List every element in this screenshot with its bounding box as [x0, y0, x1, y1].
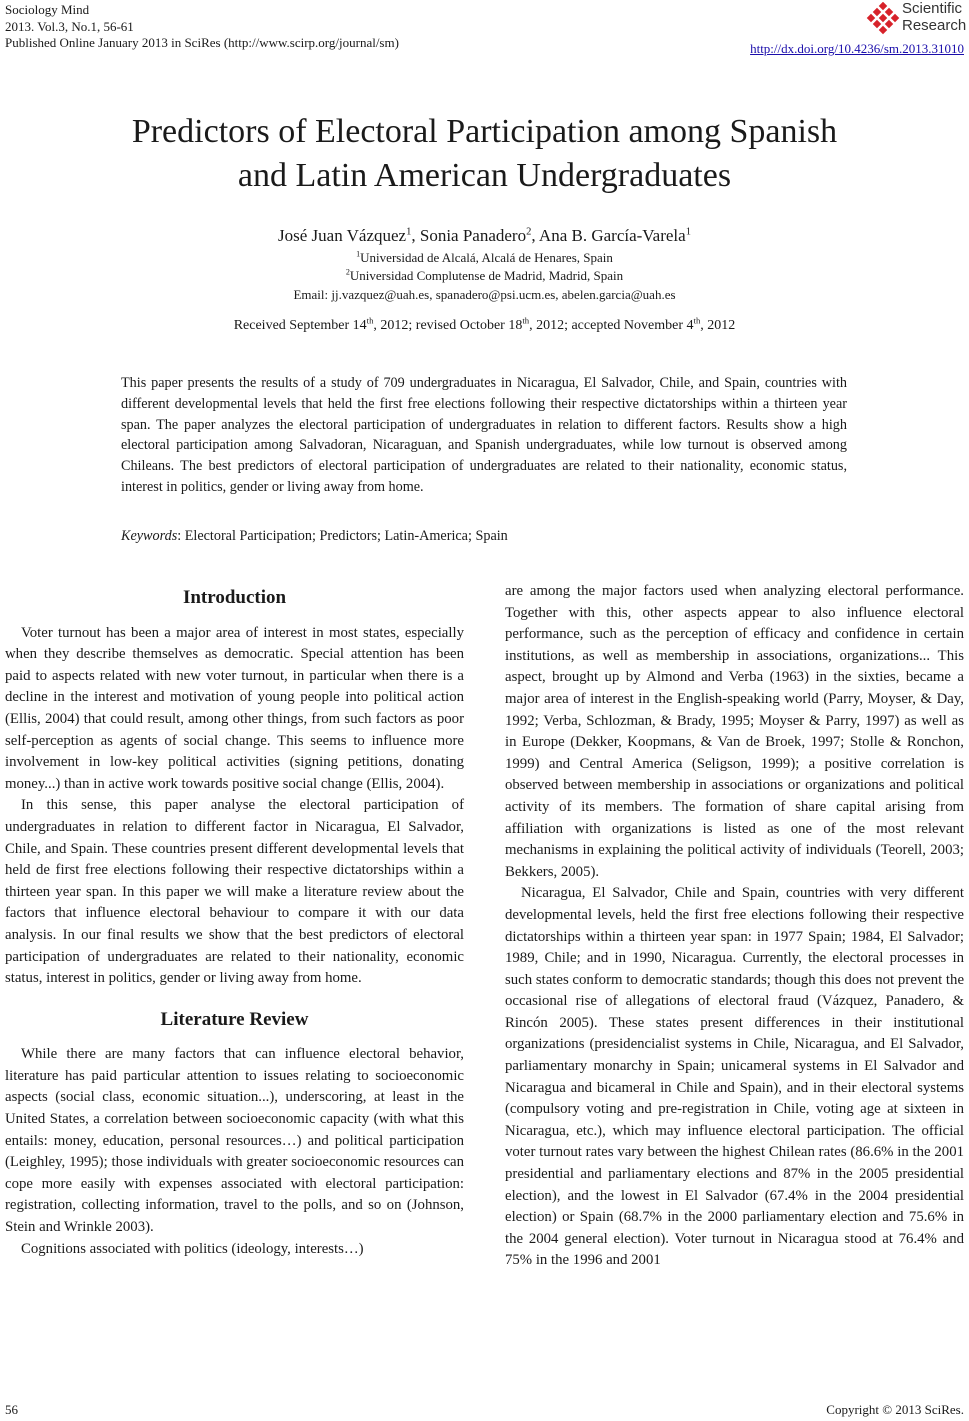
logo-word-scientific: Scientific — [902, 0, 963, 17]
lit-paragraph-2: Cognitions associated with politics (ideology, interests…) — [21, 1240, 364, 1257]
lit-paragraph-1: While there are many factors that can influence electoral behavior, literature has paid particular attention to issues relating to socioeconomic aspects (social class, economic situation...), underscoring, at least in the United States, a correlation between socioeconomic capacity (with what this entails: money, education, personal resources…) and political participation (Leighley, 1995); those individuals with greater socioeconomic resources can cope more easily with expenses associated with electoral participation: registration, collecting information, travel to the polls, and so on (Johnson, Stein and Wrinkle 2003). — [5, 1046, 464, 1236]
received-dates — [0, 315, 969, 334]
ordinal-suffix: th — [366, 315, 374, 326]
intro-paragraph-1: Voter turnout has been a major area of interest in most states, especially when they describe themselves as democratic. Special attention has been paid to aspects related with new voter turnout, in particular when there is a decline in the interest and motivation of young people into political action (Ellis, 2004) that could result, among other things, from such factors as poor self-perception as agents of social change. This seems to influence more involvement in low-key political activities (signing petitions, donating money...) than in active work towards positive social change (Ellis, 2004). — [5, 624, 464, 792]
section-heading-literature-review: Literature Review — [160, 1008, 309, 1030]
publication-line: Published Online January 2013 in SciRes (http://www.scirp.org/journal/sm) — [5, 35, 399, 50]
title-line-2: and Latin American Undergraduates — [237, 157, 732, 194]
ordinal-suffix: th — [693, 315, 701, 326]
author-1-affiliation-mark: 1 — [406, 226, 412, 238]
affiliation-1-text: Universidad de Alcalá, Alcalá de Henares, Spain — [360, 250, 613, 265]
author-3-affiliation-mark: 1 — [685, 226, 691, 238]
accepted-date: , 2012; accepted November 4 — [529, 318, 694, 333]
keywords-list: : Electoral Participation; Predictors; Latin-America; Spain — [177, 528, 508, 544]
author-list: José Juan Vázquez$^1$, Sonia Panadero$^2$, Ana B. García-Varela$^1$ — [278, 226, 691, 245]
revised-date: , 2012; revised October 18 — [373, 318, 523, 333]
year-suffix: , 2012 — [700, 318, 736, 333]
received-date: Received September 14 — [233, 318, 367, 333]
journal-name: Sociology Mind — [5, 2, 90, 17]
author-2-affiliation-mark: 2 — [526, 226, 532, 238]
affiliation-1-mark: 1 — [356, 249, 361, 259]
ordinal-suffix: th — [522, 315, 530, 326]
doi-link[interactable]: http://dx.doi.org/10.4236/sm.2013.31010 — [750, 41, 964, 56]
affiliation-1 — [0, 250, 969, 266]
logo-word-research: Research — [902, 17, 967, 34]
right-column — [505, 581, 964, 1272]
right-paragraph-2: Nicaragua, El Salvador, Chile and Spain, countries with very different developmental levels, held the first free elections following their respective dictatorships within a thirteen year span: in 1977 Spain; 1984, El Salvador; 1989, Chile; and in 1990, Nicaragua. Currently, the electoral processes in such states conform to democratic standards; though this does not prevent the occasional rise of allegations of electoral fraud (Vázquez, Panadero, & Rincón 2005). These states present differences in their institutional organizations (presidencialist systems in Chile, Nicaragua, and El Salvador, parliamentary monarchy in Spain; unicameral systems in El Salvador and Nicaragua and bicameral in Chile and Spain), and in their electoral systems (compulsory voting and pre-registration in Chile, voting age at sixteen in Nicaragua, etc.), which may influence electoral participation. The official voter turnout rates vary between the highest Chilean rates (86.6% in the 2001 presidential and parliamentary elections and 87% in the 2005 presidential election), and the lowest in El Salvador (67.4% in the 2004 presidential election) or Spain (68.7% in the 2000 parliamentary election and 75.6% in the 2004 general election). Voter turnout in Nicaragua stood at 76.4% and 75% in the 1996 and 2001 — [505, 885, 965, 1269]
affiliation-2-text: Universidad Complutense de Madrid, Madrid, Spain — [349, 268, 624, 283]
author-3: Ana B. García-Varela — [538, 226, 686, 245]
title-line-1: Predictors of Electoral Participation among Spanish — [131, 113, 838, 150]
abstract: This paper presents the results of a study of 709 undergraduates in Nicaragua, El Salvador, Chile, and Spain, countries with different developmental levels that held the first free elections following their respective dictatorships within a thirteen year span. The paper analyzes the electoral participation of undergraduates in relation to different factors. Results show a high electoral participation among Salvadoran, Nicaraguan, and Spanish undergraduates, while low turnout is observed among Chileans. The best predictors of electoral participation of undergraduates are related to their nationality, economic status, interest in politics, gender or living away from home. — [121, 375, 847, 495]
author-emails: Email: jj.vazquez@uah.es, spanadero@psi.ucm.es, abelen.garcia@uah.es — [293, 287, 676, 302]
author-1: José Juan Vázquez — [278, 226, 407, 245]
right-paragraph-1: are among the major factors used when analyzing electoral performance. Together with this, other aspects appear to also influence electoral performance, such as the perception of efficacy and confidence in certain institutions, as well as membership in associations, organizations... This aspect, brought up by Almond and Verba (1963) in the sixties, became a major area of interest in the English-speaking world (Parry, Moyser, & Day, 1992; Verba, Schlozman, & Brady, 1995; Moyser & Parry, 1997) as well as in Europe (Dekker, Koopmans, & Van de Broek, 1997; Stolle & Ronchon, 1999) and Central America (Seligson, 1999); a positive correlation is observed between membership in associations or organizations and political activity of its members. The formation of share capital arising from affiliation with organizations is listed as one of the most relevant mechanisms in explaining the political activity of individuals (Teorell, 2003; Bekkers, 2005). — [505, 583, 964, 880]
section-heading-introduction: Introduction — [182, 587, 287, 608]
keywords-label: Keywords — [121, 528, 178, 544]
journal-volume: 2013. Vol.3, No.1, 56-61 — [5, 18, 134, 34]
paper-title — [0, 110, 969, 198]
left-column — [5, 587, 464, 1260]
logo-diamond-icon — [866, 2, 900, 36]
author-2: Sonia Panadero — [419, 226, 527, 245]
page-number: 56 — [5, 1402, 18, 1417]
journal-header — [5, 2, 399, 52]
affiliation-2 — [0, 268, 969, 284]
keywords — [121, 528, 847, 545]
affiliation-2-mark: 2 — [345, 267, 350, 277]
scientific-research-logo — [866, 0, 966, 38]
copyright: Copyright © 2013 SciRes. — [826, 1402, 964, 1417]
intro-paragraph-2: In this sense, this paper analyse the electoral participation of undergraduates in relation to different factor in Nicaragua, El Salvador, Chile, and Spain. These countries present different developmental levels that held de first free elections following their respective dictatorships within a thirteen year span. In this paper we will make a literature review about the factors that influence electoral behaviour to compare it with our data analysis. In our final results we show that the best predictors of electoral participation of undergraduates are related to their nationality, economic status, interest in politics, gender or living away from home. — [5, 797, 464, 987]
